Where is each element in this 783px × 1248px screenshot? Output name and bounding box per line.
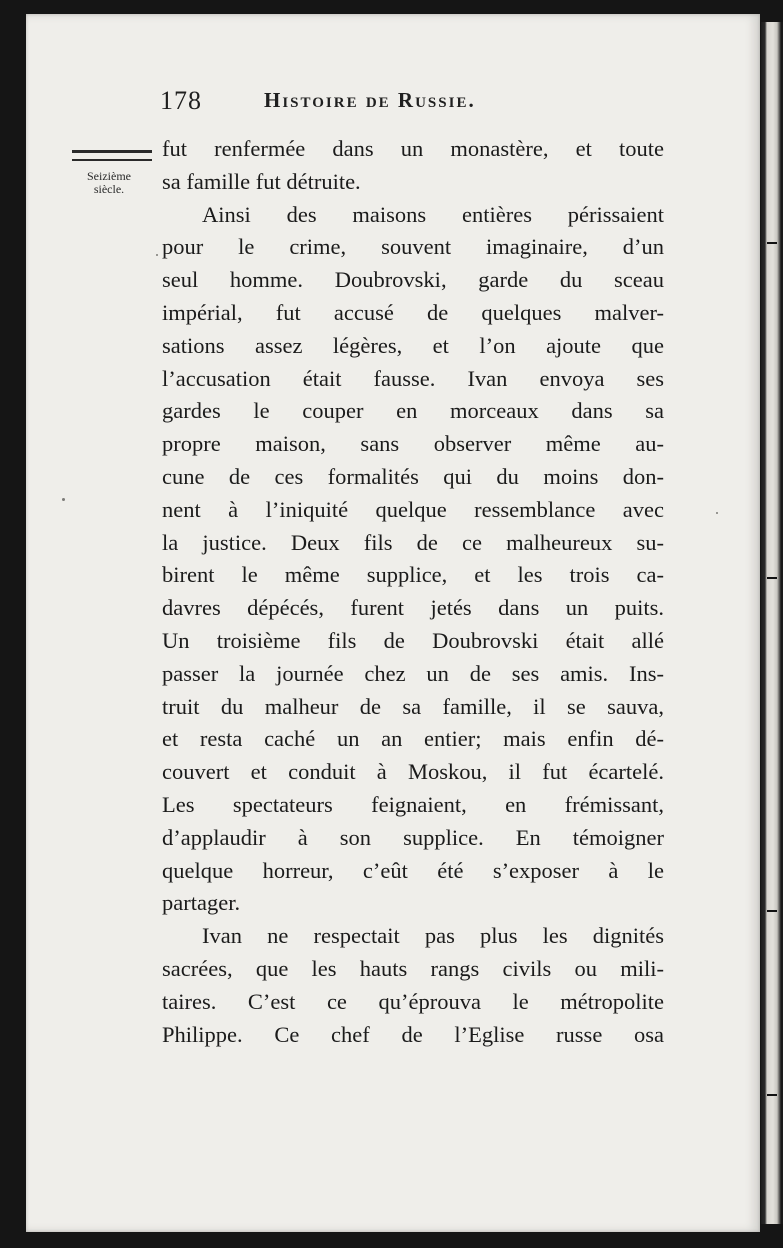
- text-line: cune de ces formalités qui du moins don-: [162, 463, 664, 489]
- text-line: quelque horreur, c’eût été s’exposer à le: [162, 857, 664, 883]
- text-line: fut renfermée dans un monastère, et toute: [162, 136, 664, 161]
- text-line: gardes le couper en morceaux dans sa: [162, 398, 664, 424]
- body-text: [162, 133, 664, 1051]
- text-line: passer la journée chez un de ses amis. Ins-: [162, 660, 664, 686]
- text-line: d’applaudir à son supplice. En témoigner: [162, 824, 664, 850]
- text-line: pour le crime, souvent imaginaire, d’un: [162, 234, 664, 260]
- page-edge-mark: [767, 577, 777, 579]
- margin-rule: [72, 150, 152, 161]
- margin-note-line: siècle.: [93, 182, 125, 196]
- paper-speck: [62, 498, 65, 501]
- text-line: seul homme. Doubrovski, garde du sceau: [162, 267, 664, 293]
- page-header: [160, 86, 670, 116]
- text-line: birent le même supplice, et les trois ca-: [162, 562, 664, 588]
- paper-speck: [156, 254, 158, 256]
- text-line: la justice. Deux fils de ce malheureux su-: [162, 529, 664, 555]
- margin-note: [74, 170, 144, 196]
- text-line: davres dépécés, furent jetés dans un puits.: [162, 595, 664, 621]
- text-line: Un troisième fils de Doubrovski était allé: [162, 627, 664, 653]
- running-title: Histoire de Russie.: [264, 88, 476, 112]
- text-line: sacrées, que les hauts rangs civils ou mili-: [162, 955, 664, 981]
- text-line: Ivan ne respectait pas plus les dignités: [202, 923, 664, 949]
- text-line: nent à l’iniquité quelque ressemblance avec: [162, 496, 664, 522]
- text-line: Ainsi des maisons entières périssaient: [202, 201, 664, 227]
- page-number: 178: [160, 86, 202, 115]
- page-edge-mark: [767, 910, 777, 912]
- text-line: couvert et conduit à Moskou, il fut écartelé.: [162, 759, 664, 785]
- text-line: truit du malheur de sa famille, il se sauva,: [162, 693, 664, 719]
- page-edge-mark: [767, 242, 777, 244]
- text-line: sations assez légères, et l’on ajoute que: [162, 332, 664, 358]
- text-line: sa famille fut détruite.: [162, 168, 361, 194]
- paper-speck: [716, 512, 718, 514]
- text-line: propre maison, sans observer même au-: [162, 431, 664, 457]
- text-line: taires. C’est ce qu’éprouva le métropolite: [162, 988, 664, 1014]
- text-line: l’accusation était fausse. Ivan envoya ses: [162, 365, 664, 391]
- text-line: impérial, fut accusé de quelques malver-: [162, 299, 664, 325]
- text-line: Philippe. Ce chef de l’Eglise russe osa: [162, 1021, 664, 1047]
- page-edge-mark: [767, 1094, 777, 1096]
- margin-note-line: Seizième: [87, 169, 131, 183]
- next-pages-edge: [761, 22, 783, 1224]
- text-line: partager.: [162, 890, 241, 916]
- text-line: Les spectateurs feignaient, en frémissant,: [162, 791, 664, 817]
- text-line: et resta caché un an entier; mais enfin dé-: [162, 726, 664, 752]
